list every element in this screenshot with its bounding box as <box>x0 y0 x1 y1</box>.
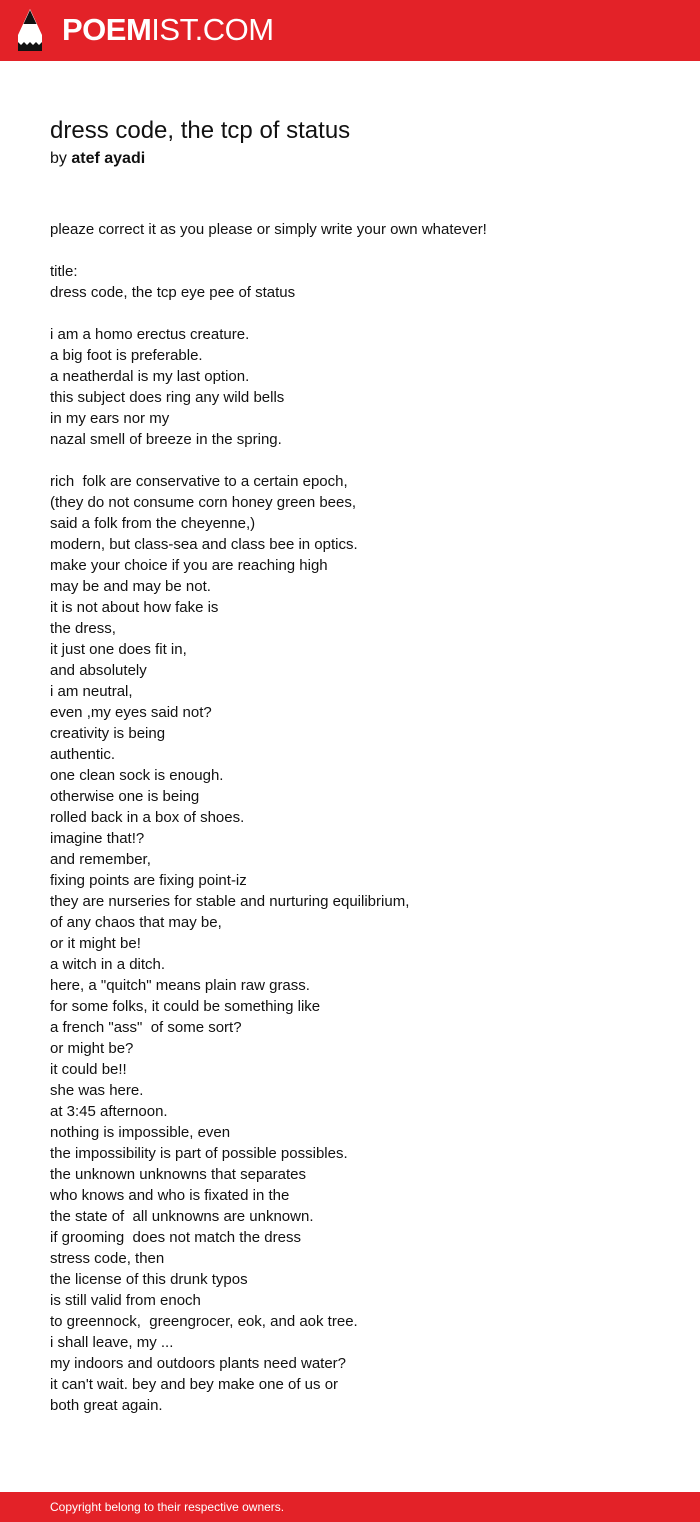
poem-line: at 3:45 afternoon. <box>50 1103 168 1120</box>
poem-body <box>50 219 670 1416</box>
poem-line: authentic. <box>50 746 116 763</box>
poem-line: (they do not consume corn honey green bees, <box>50 494 357 511</box>
logo-text-light: IST.COM <box>151 12 274 47</box>
author-name[interactable]: atef ayadi <box>71 150 146 167</box>
poem-line: the state of all unknowns are unknown. <box>50 1208 314 1225</box>
poem-line: a big foot is preferable. <box>50 347 203 364</box>
poem-line: here, a "quitch" means plain raw grass. <box>50 977 310 994</box>
poem-line: nazal smell of breeze in the spring. <box>50 431 282 448</box>
poem-line: may be and may be not. <box>50 578 211 595</box>
poem-line: is still valid from enoch <box>50 1292 201 1309</box>
logo-text-bold: POEM <box>62 12 152 47</box>
poem-line: of any chaos that may be, <box>50 914 222 931</box>
poem-line: make your choice if you are reaching high <box>50 557 328 574</box>
poem-line: a neatherdal is my last option. <box>50 368 250 385</box>
poem-line: fixing points are fixing point-iz <box>50 872 247 889</box>
poem-line: and absolutely <box>50 662 147 679</box>
poem-line: modern, but class-sea and class bee in optics. <box>50 536 358 553</box>
poem-line: rich folk are conservative to a certain epoch, <box>50 473 348 490</box>
poem-line: otherwise one is being <box>50 788 200 805</box>
poem-line: a french "ass" of some sort? <box>50 1019 242 1036</box>
poem-line: rolled back in a box of shoes. <box>50 809 245 826</box>
poem-line: or it might be! <box>50 935 141 952</box>
poem-line: dress code, the tcp eye pee of status <box>50 284 296 301</box>
poem-line: or might be? <box>50 1040 134 1057</box>
poem-line: the impossibility is part of possible possibles. <box>50 1145 348 1162</box>
poem-line: it is not about how fake is <box>50 599 219 616</box>
poem-line: title: <box>50 263 78 280</box>
byline-prefix: by <box>50 150 67 167</box>
poem-line: even ,my eyes said not? <box>50 704 212 721</box>
poem-line: i am a homo erectus creature. <box>50 326 250 343</box>
poem-line: to greennock, greengrocer, eok, and aok tree. <box>50 1313 358 1330</box>
poem-line: the unknown unknowns that separates <box>50 1166 307 1183</box>
stanza-break <box>50 240 670 261</box>
poem-line: it could be!! <box>50 1061 127 1078</box>
poem-line: one clean sock is enough. <box>50 767 224 784</box>
poem-line: i shall leave, my ... <box>50 1334 174 1351</box>
poem-line: said a folk from the cheyenne,) <box>50 515 256 532</box>
stanza-break <box>50 303 670 324</box>
poem-line: the license of this drunk typos <box>50 1271 248 1288</box>
pencil-icon[interactable] <box>18 9 42 51</box>
poem-line: creativity is being <box>50 725 166 742</box>
poem-line: who knows and who is fixated in the <box>50 1187 290 1204</box>
poem-line: it just one does fit in, <box>50 641 187 658</box>
poem-title: dress code, the tcp of status <box>50 117 351 144</box>
poem-line: imagine that!? <box>50 830 145 847</box>
poem-line: pleaze correct it as you please or simply write your own whatever! <box>50 221 487 238</box>
poem-line: this subject does ring any wild bells <box>50 389 285 406</box>
poem-line: stress code, then <box>50 1250 165 1267</box>
poem-line: if grooming does not match the dress <box>50 1229 301 1246</box>
site-footer <box>0 1492 700 1522</box>
poem-line: and remember, <box>50 851 151 868</box>
poem-line: my indoors and outdoors plants need water? <box>50 1355 347 1372</box>
byline <box>50 148 145 170</box>
poem-line: i am neutral, <box>50 683 133 700</box>
site-header <box>0 0 700 61</box>
stanza-break <box>50 450 670 471</box>
poem-line: she was here. <box>50 1082 144 1099</box>
poem-line: nothing is impossible, even <box>50 1124 231 1141</box>
poem-line: both great again. <box>50 1397 163 1414</box>
poem-line: a witch in a ditch. <box>50 956 166 973</box>
site-logo[interactable] <box>62 12 274 48</box>
poem-line: it can't wait. bey and bey make one of us or <box>50 1376 339 1393</box>
poem-line: the dress, <box>50 620 116 637</box>
poem-line: for some folks, it could be something like <box>50 998 321 1015</box>
poem-line: in my ears nor my <box>50 410 170 427</box>
copyright-text: Copyright belong to their respective owners. <box>50 1500 285 1514</box>
poem-line: they are nurseries for stable and nurturing equilibrium, <box>50 893 410 910</box>
